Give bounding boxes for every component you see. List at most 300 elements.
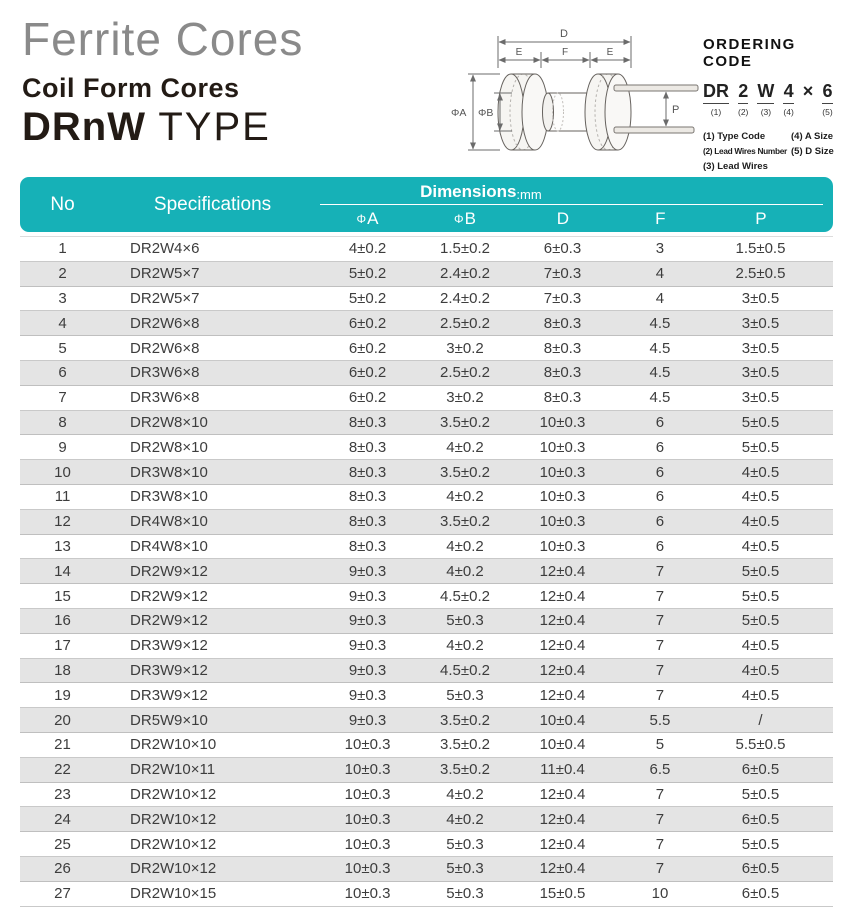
- spec-size: 9×12: [174, 637, 208, 655]
- cell-phiA: 9±0.3: [320, 608, 415, 633]
- ordering-code-part: 4 (4): [783, 81, 794, 117]
- cell-phiB: 2.4±0.2: [415, 286, 515, 311]
- ordering-code-title: ORDERING CODE: [703, 36, 796, 70]
- table-row: [20, 311, 833, 336]
- cell-F: 6: [610, 509, 710, 534]
- cell-phiB: 1.5±0.2: [415, 237, 515, 262]
- cell-D: 12±0.4: [515, 782, 610, 807]
- cell-no: 26: [20, 856, 105, 881]
- cell-no: 17: [20, 633, 105, 658]
- cell-phiA: 9±0.3: [320, 633, 415, 658]
- cell-D: 7±0.3: [515, 286, 610, 311]
- col-header-D: D: [556, 208, 570, 228]
- legend-item: (1) Type Code: [703, 131, 766, 142]
- cell-D: 8±0.3: [515, 336, 610, 361]
- cell-P: 6±0.5: [710, 807, 833, 832]
- cell-phiB: 4±0.2: [415, 484, 515, 509]
- spec-model: DR2W: [130, 785, 175, 803]
- dimensions-label: Dimensions: [420, 182, 517, 201]
- cell-no: 15: [20, 584, 105, 609]
- cell-D: 10±0.3: [515, 484, 610, 509]
- cell-phiA: 8±0.3: [320, 484, 415, 509]
- cell-F: 7: [610, 782, 710, 807]
- legend-item: (3) Lead Wires: [703, 161, 768, 172]
- cell-P: 3±0.5: [710, 286, 833, 311]
- cell-no: 19: [20, 683, 105, 708]
- cell-F: 7: [610, 856, 710, 881]
- cell-specification: [105, 261, 320, 286]
- cell-P: 4±0.5: [710, 633, 833, 658]
- spec-model: DR2W: [130, 885, 175, 903]
- cell-D: 10±0.4: [515, 708, 610, 733]
- spec-size: 5×7: [174, 265, 200, 283]
- bobbin-drawing-svg: [438, 14, 706, 170]
- col-header-F: F: [655, 208, 666, 228]
- cell-F: 6: [610, 534, 710, 559]
- cell-phiA: 6±0.2: [320, 385, 415, 410]
- cell-phiB: 3.5±0.2: [415, 509, 515, 534]
- cell-specification: [105, 658, 320, 683]
- spec-size: 6×8: [174, 364, 200, 382]
- cell-phiB: 4±0.2: [415, 633, 515, 658]
- col-header-B: Φ B: [454, 208, 476, 228]
- cell-F: 7: [610, 658, 710, 683]
- cell-D: 10±0.4: [515, 732, 610, 757]
- spec-size: 6×8: [174, 339, 200, 357]
- cell-phiB: 3.5±0.2: [415, 757, 515, 782]
- spec-size: 8×10: [174, 537, 208, 555]
- table-row: [20, 683, 833, 708]
- spec-model: DR2W: [130, 562, 175, 580]
- cell-phiB: 5±0.3: [415, 832, 515, 857]
- cell-phiB: 2.5±0.2: [415, 360, 515, 385]
- cell-specification: [105, 311, 320, 336]
- cell-phiA: 8±0.3: [320, 509, 415, 534]
- cell-P: 5±0.5: [710, 832, 833, 857]
- spec-size: 9×12: [174, 587, 208, 605]
- spec-model: DR4W: [130, 513, 175, 531]
- cell-no: 12: [20, 509, 105, 534]
- cell-specification: [105, 435, 320, 460]
- cell-specification: [105, 633, 320, 658]
- cell-F: 7: [610, 832, 710, 857]
- spec-size: 6×8: [174, 389, 200, 407]
- cell-F: 5.5: [610, 708, 710, 733]
- table-row: [20, 881, 833, 906]
- col-header-specifications: Specifications: [153, 193, 272, 215]
- cell-specification: [105, 584, 320, 609]
- table-row: [20, 832, 833, 857]
- table-row: [20, 460, 833, 485]
- cell-phiB: 3.5±0.2: [415, 732, 515, 757]
- cell-F: 4.5: [610, 336, 710, 361]
- cell-phiA: 10±0.3: [320, 807, 415, 832]
- table-row: [20, 633, 833, 658]
- spec-model: DR2W: [130, 438, 175, 456]
- cell-D: 10±0.3: [515, 460, 610, 485]
- dim-label-D: D: [560, 28, 568, 40]
- table-row: [20, 708, 833, 733]
- cell-phiA: 6±0.2: [320, 336, 415, 361]
- cell-phiA: 5±0.2: [320, 286, 415, 311]
- cell-no: 14: [20, 559, 105, 584]
- cell-D: 12±0.4: [515, 807, 610, 832]
- table-row: [20, 484, 833, 509]
- spec-model: DR2W: [130, 860, 175, 878]
- spec-size: 9×12: [174, 612, 208, 630]
- table-row: [20, 608, 833, 633]
- cell-F: 4: [610, 286, 710, 311]
- cell-phiB: 2.4±0.2: [415, 261, 515, 286]
- cell-P: /: [710, 708, 833, 733]
- spec-model: DR2W: [130, 810, 175, 828]
- cell-phiA: 5±0.2: [320, 261, 415, 286]
- spec-model: DR2W: [130, 314, 175, 332]
- cell-phiA: 9±0.3: [320, 658, 415, 683]
- cell-D: 10±0.3: [515, 534, 610, 559]
- cell-P: 4±0.5: [710, 509, 833, 534]
- cell-no: 21: [20, 732, 105, 757]
- cell-phiA: 9±0.3: [320, 584, 415, 609]
- page-title: Ferrite Cores: [22, 13, 304, 65]
- spec-model: DR2W: [130, 587, 175, 605]
- ordering-code-part: W (3): [757, 81, 775, 117]
- cell-no: 25: [20, 832, 105, 857]
- cell-P: 3±0.5: [710, 311, 833, 336]
- cell-no: 20: [20, 708, 105, 733]
- cell-P: 6±0.5: [710, 856, 833, 881]
- cell-phiB: 4±0.2: [415, 807, 515, 832]
- cell-F: 4.5: [610, 311, 710, 336]
- ordering-code-row: [703, 82, 847, 117]
- cell-no: 2: [20, 261, 105, 286]
- cell-D: 10±0.3: [515, 435, 610, 460]
- cell-specification: [105, 732, 320, 757]
- spec-model: DR2W: [130, 339, 175, 357]
- cell-specification: [105, 484, 320, 509]
- spec-model: DR3W: [130, 488, 175, 506]
- legend-item: (4) A Size: [791, 131, 834, 142]
- cell-F: 3: [610, 237, 710, 262]
- cell-specification: [105, 336, 320, 361]
- cell-P: 6±0.5: [710, 757, 833, 782]
- spec-model: DR5W: [130, 711, 175, 729]
- ordering-code-part: DR (1): [703, 81, 729, 117]
- spec-size: 4×6: [174, 240, 200, 258]
- spec-table: [20, 236, 833, 907]
- dim-label-P: P: [672, 104, 680, 116]
- cell-P: 5±0.5: [710, 410, 833, 435]
- cell-no: 11: [20, 484, 105, 509]
- table-row: [20, 534, 833, 559]
- cell-F: 7: [610, 807, 710, 832]
- title-block: [22, 14, 303, 148]
- ordering-code-part: 6 (5): [822, 81, 833, 117]
- cell-no: 6: [20, 360, 105, 385]
- cell-phiB: 5±0.3: [415, 856, 515, 881]
- cell-D: 15±0.5: [515, 881, 610, 906]
- cell-no: 18: [20, 658, 105, 683]
- col-header-P: P: [755, 208, 767, 228]
- cell-specification: [105, 237, 320, 262]
- cell-specification: [105, 856, 320, 881]
- table-row: [20, 385, 833, 410]
- cell-no: 24: [20, 807, 105, 832]
- cell-phiB: 5±0.3: [415, 608, 515, 633]
- cell-phiA: 6±0.2: [320, 311, 415, 336]
- page-header: [0, 0, 850, 176]
- spec-size: 10×11: [174, 761, 216, 779]
- spec-size: 8×10: [174, 438, 208, 456]
- cell-no: 16: [20, 608, 105, 633]
- cell-D: 6±0.3: [515, 237, 610, 262]
- dim-subheader-row: [320, 205, 833, 232]
- cell-phiB: 4.5±0.2: [415, 658, 515, 683]
- ordering-code-part: 2 (2): [738, 81, 749, 117]
- cell-phiA: 10±0.3: [320, 856, 415, 881]
- cell-D: 12±0.4: [515, 658, 610, 683]
- col-header-A: Φ A: [356, 208, 379, 228]
- cell-phiA: 9±0.3: [320, 559, 415, 584]
- table-row: [20, 509, 833, 534]
- cell-phiB: 3.5±0.2: [415, 410, 515, 435]
- table-row: [20, 782, 833, 807]
- cell-specification: [105, 782, 320, 807]
- spec-model: DR2W: [130, 240, 175, 258]
- table-row: [20, 658, 833, 683]
- cell-phiA: 8±0.3: [320, 410, 415, 435]
- spec-size: 10×12: [174, 835, 217, 853]
- cell-phiA: 8±0.3: [320, 435, 415, 460]
- spec-size: 9×12: [174, 661, 208, 679]
- col-header-no: No: [50, 193, 75, 215]
- legend-item: (2) Lead Wires Number: [703, 146, 787, 156]
- type-name: DRnW: [22, 104, 146, 149]
- type-suffix: TYPE: [145, 104, 271, 149]
- spec-model: DR2W: [130, 835, 175, 853]
- spec-size: 8×10: [174, 488, 208, 506]
- page-subtitle: Coil Form Cores: [22, 72, 240, 103]
- dim-label-phiA: ΦA: [451, 107, 467, 119]
- cell-D: 7±0.3: [515, 261, 610, 286]
- cell-specification: [105, 286, 320, 311]
- cell-phiB: 3±0.2: [415, 385, 515, 410]
- cell-specification: [105, 757, 320, 782]
- cell-P: 3±0.5: [710, 385, 833, 410]
- table-row: [20, 807, 833, 832]
- cell-phiA: 10±0.3: [320, 881, 415, 906]
- specification-table: [20, 177, 833, 907]
- table-row: [20, 435, 833, 460]
- spec-model: DR2W: [130, 761, 175, 779]
- cell-phiA: 10±0.3: [320, 782, 415, 807]
- table-row: [20, 559, 833, 584]
- table-row: [20, 286, 833, 311]
- cell-P: 5±0.5: [710, 608, 833, 633]
- spec-size: 8×10: [174, 463, 208, 481]
- type-title: [22, 106, 303, 148]
- cell-phiB: 5±0.3: [415, 881, 515, 906]
- spec-size: 6×8: [174, 314, 200, 332]
- cell-F: 6: [610, 410, 710, 435]
- cell-phiA: 10±0.3: [320, 732, 415, 757]
- spec-size: 10×12: [174, 810, 217, 828]
- cell-phiA: 10±0.3: [320, 757, 415, 782]
- cell-P: 4±0.5: [710, 534, 833, 559]
- table-header: [20, 177, 833, 232]
- spec-model: DR2W: [130, 413, 175, 431]
- table-row: [20, 336, 833, 361]
- cell-no: 3: [20, 286, 105, 311]
- spec-model: DR3W: [130, 686, 175, 704]
- spec-model: DR3W: [130, 389, 175, 407]
- cell-specification: [105, 534, 320, 559]
- cell-P: 3±0.5: [710, 336, 833, 361]
- cell-P: 2.5±0.5: [710, 261, 833, 286]
- spec-model: DR3W: [130, 364, 175, 382]
- cell-specification: [105, 881, 320, 906]
- table-row: [20, 410, 833, 435]
- cell-no: 5: [20, 336, 105, 361]
- cell-specification: [105, 509, 320, 534]
- cell-F: 7: [610, 559, 710, 584]
- legend-item: (5) D Size: [791, 146, 834, 157]
- cell-F: 7: [610, 584, 710, 609]
- cell-P: 5±0.5: [710, 782, 833, 807]
- cell-D: 12±0.4: [515, 683, 610, 708]
- spec-size: 10×12: [174, 785, 217, 803]
- cell-phiB: 4±0.2: [415, 559, 515, 584]
- table-row: [20, 856, 833, 881]
- cell-no: 1: [20, 237, 105, 262]
- cell-P: 5±0.5: [710, 435, 833, 460]
- ordering-code-block: [703, 36, 847, 174]
- cell-P: 6±0.5: [710, 881, 833, 906]
- spec-size: 10×10: [174, 736, 217, 754]
- cell-F: 7: [610, 683, 710, 708]
- cell-D: 8±0.3: [515, 311, 610, 336]
- spec-size: 8×10: [174, 513, 208, 531]
- cell-phiA: 9±0.3: [320, 683, 415, 708]
- cell-no: 23: [20, 782, 105, 807]
- cell-D: 11±0.4: [515, 757, 610, 782]
- cell-phiB: 3.5±0.2: [415, 460, 515, 485]
- spec-model: DR2W: [130, 289, 175, 307]
- spec-size: 8×10: [174, 413, 208, 431]
- cell-F: 4: [610, 261, 710, 286]
- spec-model: DR2W: [130, 736, 175, 754]
- dim-label-E-left: E: [515, 47, 523, 58]
- cell-phiB: 4±0.2: [415, 534, 515, 559]
- cell-phiA: 8±0.3: [320, 534, 415, 559]
- left-flange: [498, 74, 548, 150]
- cell-phiA: 9±0.3: [320, 708, 415, 733]
- cell-D: 12±0.4: [515, 559, 610, 584]
- spec-size: 5×7: [174, 289, 200, 307]
- spec-size: 9×10: [174, 711, 208, 729]
- cell-F: 6.5: [610, 757, 710, 782]
- cell-P: 1.5±0.5: [710, 237, 833, 262]
- cell-specification: [105, 683, 320, 708]
- ordering-legend: [703, 129, 847, 174]
- cell-P: 4±0.5: [710, 658, 833, 683]
- cell-no: 4: [20, 311, 105, 336]
- cell-D: 12±0.4: [515, 608, 610, 633]
- dimensions-unit: :mm: [516, 187, 542, 202]
- cell-specification: [105, 410, 320, 435]
- cell-specification: [105, 807, 320, 832]
- spec-model: DR3W: [130, 661, 175, 679]
- cell-F: 4.5: [610, 385, 710, 410]
- cell-F: 5: [610, 732, 710, 757]
- cell-phiA: 6±0.2: [320, 360, 415, 385]
- cell-no: 7: [20, 385, 105, 410]
- spec-model: DR4W: [130, 537, 175, 555]
- cell-P: 5±0.5: [710, 559, 833, 584]
- cell-specification: [105, 708, 320, 733]
- table-row: [20, 757, 833, 782]
- cell-P: 5.5±0.5: [710, 732, 833, 757]
- cell-D: 12±0.4: [515, 832, 610, 857]
- spec-model: DR2W: [130, 612, 175, 630]
- cell-D: 8±0.3: [515, 360, 610, 385]
- spec-model: DR2W: [130, 265, 175, 283]
- table-row: [20, 584, 833, 609]
- cell-phiB: 3±0.2: [415, 336, 515, 361]
- cell-phiB: 2.5±0.2: [415, 311, 515, 336]
- spec-model: DR3W: [130, 463, 175, 481]
- spec-size: 9×12: [174, 686, 208, 704]
- cell-phiB: 4.5±0.2: [415, 584, 515, 609]
- cell-specification: [105, 460, 320, 485]
- cell-P: 4±0.5: [710, 683, 833, 708]
- cell-no: 22: [20, 757, 105, 782]
- cell-no: 10: [20, 460, 105, 485]
- dim-label-phiB: ΦB: [478, 107, 494, 119]
- table-row: [20, 360, 833, 385]
- cell-phiB: 4±0.2: [415, 782, 515, 807]
- cell-D: 12±0.4: [515, 584, 610, 609]
- cell-F: 6: [610, 460, 710, 485]
- cell-phiA: 10±0.3: [320, 832, 415, 857]
- cell-F: 6: [610, 484, 710, 509]
- cell-phiA: 8±0.3: [320, 460, 415, 485]
- cell-phiA: 4±0.2: [320, 237, 415, 262]
- cell-F: 7: [610, 608, 710, 633]
- cell-specification: [105, 559, 320, 584]
- table-row: [20, 237, 833, 262]
- cell-phiB: 3.5±0.2: [415, 708, 515, 733]
- cell-no: 8: [20, 410, 105, 435]
- cell-F: 7: [610, 633, 710, 658]
- spec-size: 10×12: [174, 860, 217, 878]
- cell-phiB: 5±0.3: [415, 683, 515, 708]
- cell-no: 13: [20, 534, 105, 559]
- cell-D: 10±0.3: [515, 509, 610, 534]
- cell-D: 8±0.3: [515, 385, 610, 410]
- cell-P: 4±0.5: [710, 484, 833, 509]
- ordering-code-part: ×: [802, 81, 814, 101]
- cell-F: 10: [610, 881, 710, 906]
- cell-F: 4.5: [610, 360, 710, 385]
- cell-specification: [105, 360, 320, 385]
- cell-no: 27: [20, 881, 105, 906]
- spec-size: 10×15: [174, 885, 217, 903]
- spec-model: DR3W: [130, 637, 175, 655]
- cell-phiB: 4±0.2: [415, 435, 515, 460]
- cell-D: 12±0.4: [515, 856, 610, 881]
- cell-specification: [105, 385, 320, 410]
